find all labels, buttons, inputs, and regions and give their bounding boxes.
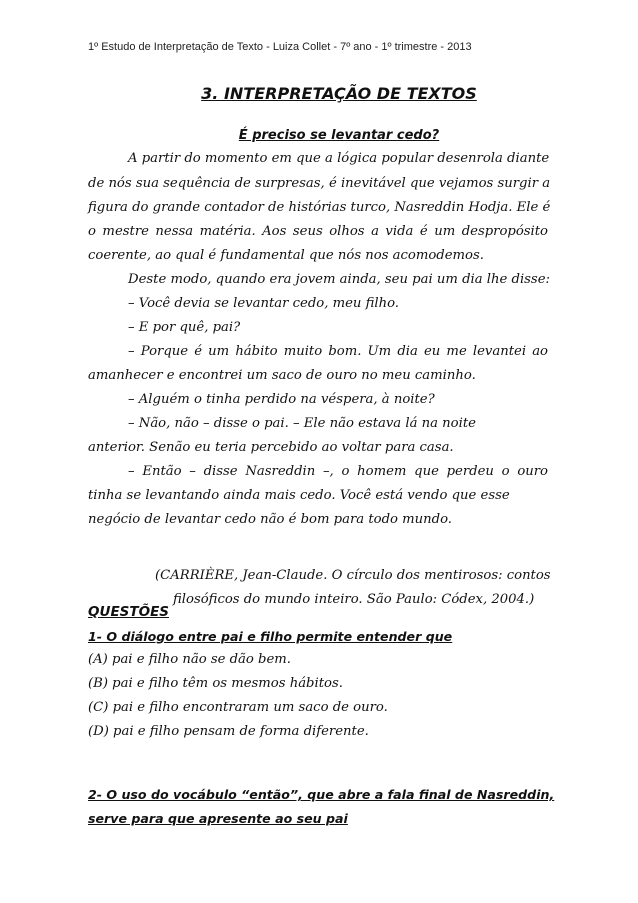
text-line: – Porque é um hábito muito bom. Um dia eu me levantei ao xyxy=(128,344,548,359)
text-line: de nós sua sequência de surpresas, é inevitável que vejamos surgir a xyxy=(88,176,551,191)
text-line: o mestre nessa matéria. Aos seus olhos a vida é um despropósito xyxy=(88,224,548,239)
page-header: 1º Estudo de Interpretação de Texto - Luiza Collet - 7º ano - 1º trimestre - 2013 xyxy=(88,41,472,53)
question-2-title-line-1: 2- O uso do vocábulo “então”, que abre a fala final de Nasreddin, xyxy=(88,787,555,802)
text-line: Deste modo, quando era jovem ainda, seu pai um dia lhe disse: xyxy=(128,272,550,287)
questions-heading: QUESTÕES xyxy=(88,604,170,620)
text-line: A partir do momento em que a lógica popular desenrola diante xyxy=(128,151,550,166)
text-line: – E por quê, pai? xyxy=(128,320,241,335)
question-1-option-a: (A) pai e filho não se dão bem. xyxy=(88,652,291,667)
question-1-option-b: (B) pai e filho têm os mesmos hábitos. xyxy=(88,676,343,691)
text-line: – Você devia se levantar cedo, meu filho. xyxy=(128,296,399,311)
question-2-title-line-2: serve para que apresente ao seu pai xyxy=(88,811,348,826)
text-line: figura do grande contador de histórias turco, Nasreddin Hodja. Ele é xyxy=(88,200,551,215)
text-line: – Não, não – disse o pai. – Ele não estava lá na noite xyxy=(128,416,476,431)
text-line: tinha se levantando ainda mais cedo. Você está vendo que esse xyxy=(88,488,510,503)
text-line: anterior. Senão eu teria percebido ao voltar para casa. xyxy=(88,440,454,455)
text-line: coerente, ao qual é fundamental que nós nos acomodemos. xyxy=(88,248,484,263)
question-1-option-d: (D) pai e filho pensam de forma diferente. xyxy=(88,724,369,739)
section-title: 3. INTERPRETAÇÃO DE TEXTOS xyxy=(201,84,477,103)
text-line: – Então – disse Nasreddin –, o homem que perdeu o ouro xyxy=(128,464,548,479)
question-1-title: 1- O diálogo entre pai e filho permite entender que xyxy=(88,629,453,644)
question-1-option-c: (C) pai e filho encontraram um saco de ouro. xyxy=(88,700,388,715)
story-title: É preciso se levantar cedo? xyxy=(238,128,440,143)
text-line: negócio de levantar cedo não é bom para todo mundo. xyxy=(88,512,452,527)
text-line: – Alguém o tinha perdido na véspera, à noite? xyxy=(128,392,435,407)
citation-line-2: filosóficos do mundo inteiro. São Paulo: Códex, 2004.) xyxy=(173,592,535,607)
citation-line-1: (CARRIÈRE, Jean-Claude. O círculo dos mentirosos: contos xyxy=(155,568,551,583)
text-line: amanhecer e encontrei um saco de ouro no meu caminho. xyxy=(88,368,476,383)
